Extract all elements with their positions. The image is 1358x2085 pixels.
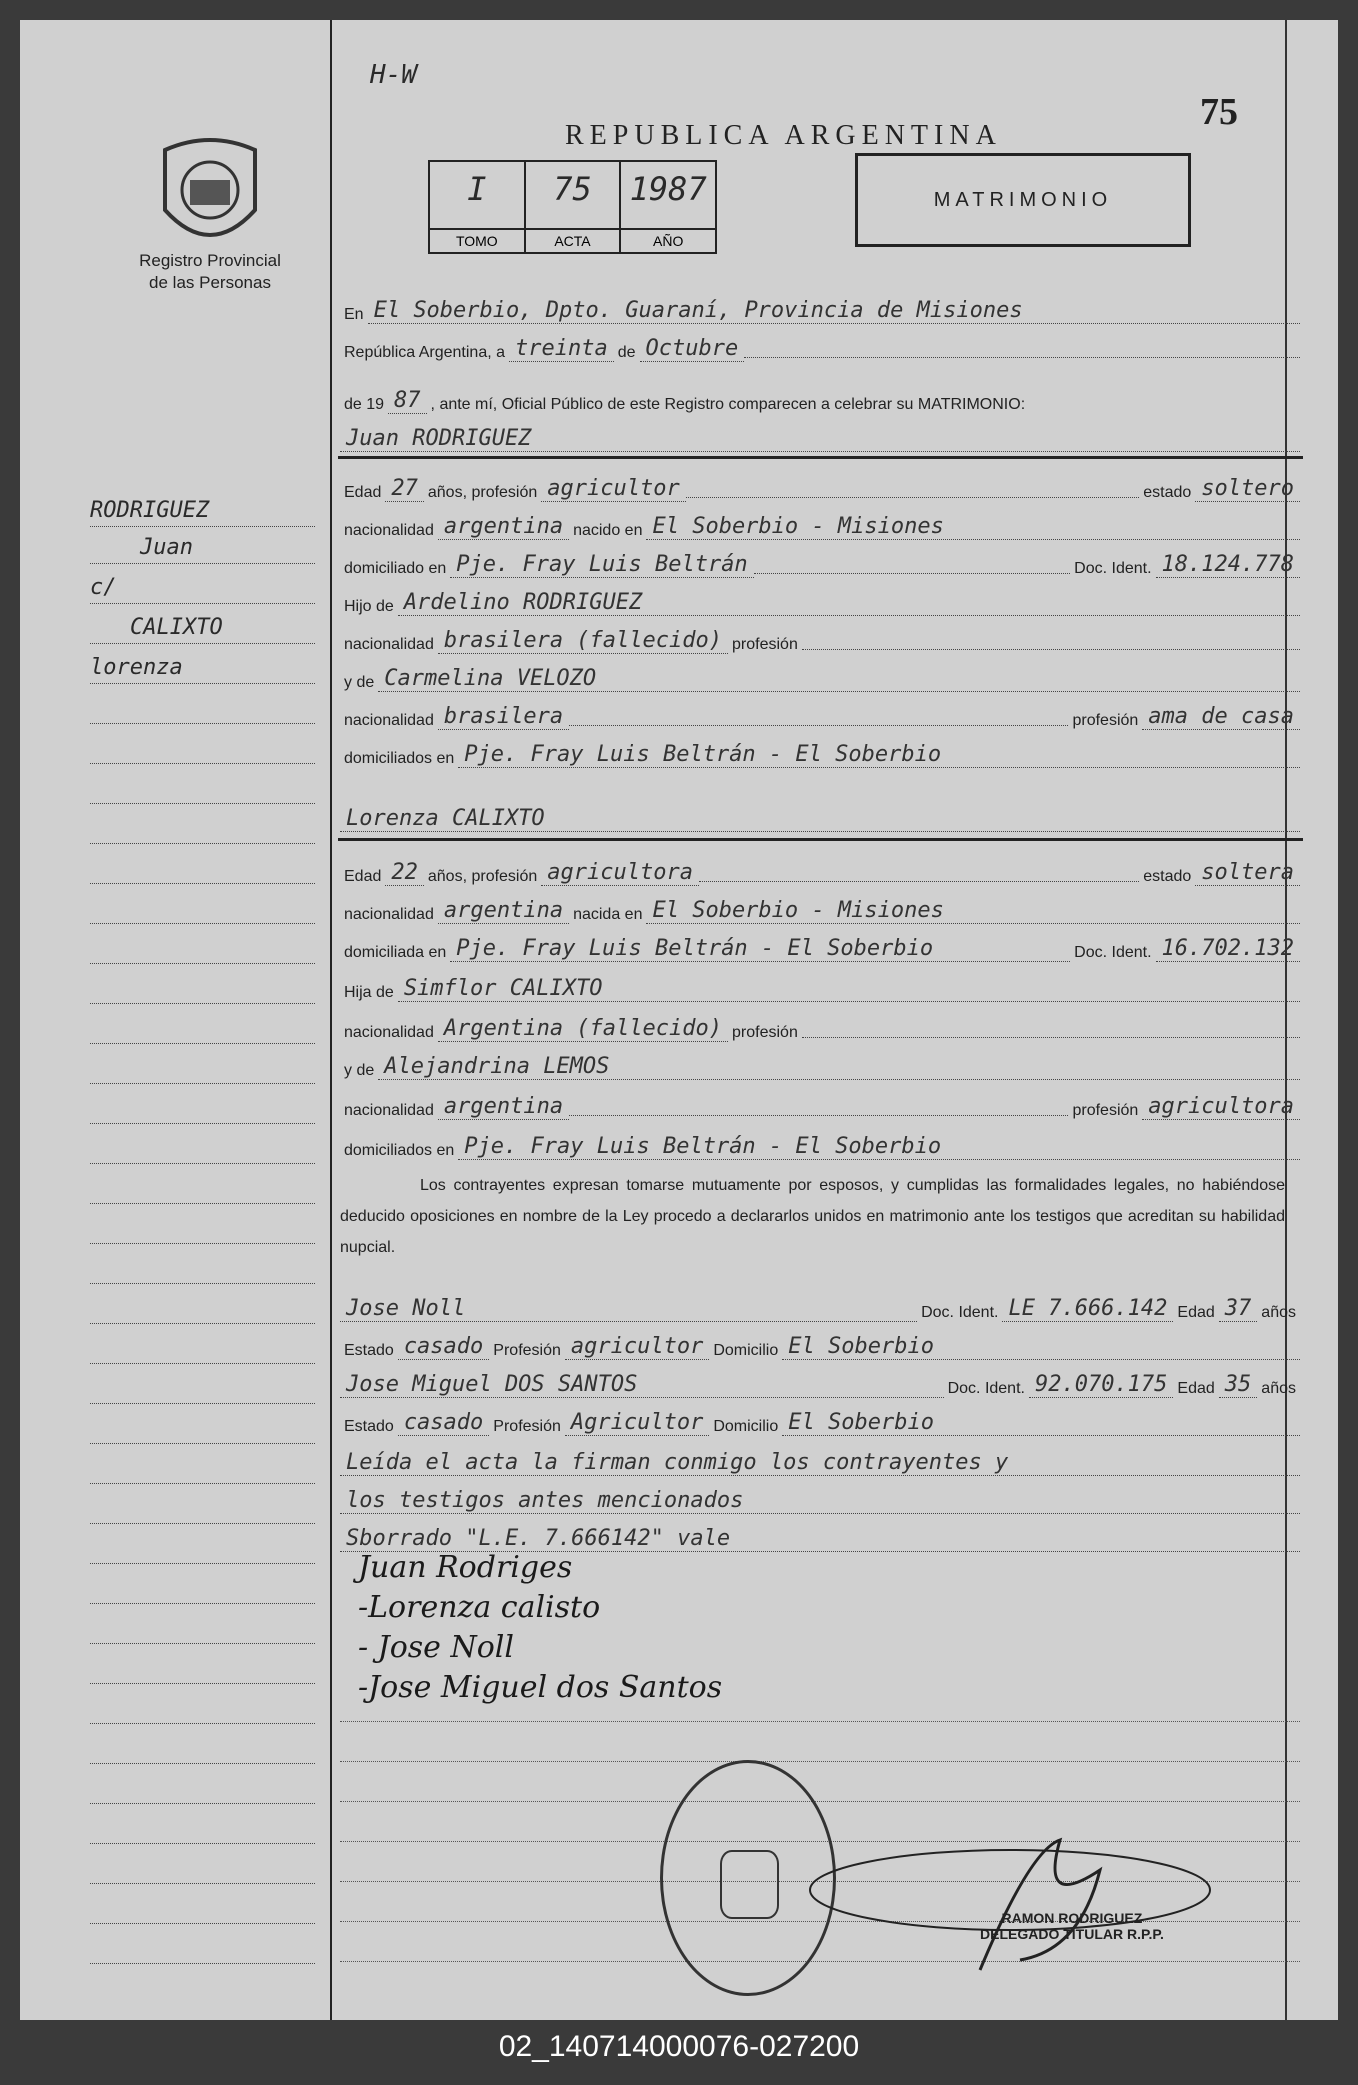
margin-note-1: RODRIGUEZ (90, 498, 315, 527)
margin-blank-line (90, 1615, 315, 1644)
blank-line (340, 1760, 1300, 1762)
signature-1: Juan Rodriges (358, 1550, 573, 1585)
groom-age-row: Edad 27 años, profesión agricultor estado soltero (340, 466, 1300, 502)
closing-line-3: Sborrado "L.E. 7.666142" vale (340, 1516, 1300, 1552)
margin-blank-line (90, 1335, 315, 1364)
witness2-name: Jose Miguel DOS SANTOS (340, 1372, 944, 1398)
bride-mother-nat-row: nacionalidad argentina profesión agricultora (340, 1084, 1300, 1120)
closing-line-1: Leída el acta la firman conmigo los contrayentes y (340, 1440, 1300, 1476)
witness2-age: 35 (1219, 1372, 1258, 1398)
groom-mother: Carmelina VELOZO (378, 666, 1300, 692)
margin-blank-line (90, 1575, 315, 1604)
blank-line (340, 1720, 1300, 1722)
bride-mother-nationality: argentina (438, 1094, 569, 1120)
bride-name-row (340, 796, 1300, 832)
groom-parents-domicile-row: domiciliados en Pje. Fray Luis Beltrán - El Soberbio (340, 732, 1300, 768)
witness2-detail-row: Estado casado Profesión Agricultor Domicilio El Soberbio (340, 1400, 1300, 1436)
witness1-domicile: El Soberbio (782, 1334, 1300, 1360)
groom-name: Juan RODRIGUEZ (340, 426, 1300, 452)
bride-father-nat-row: nacionalidad Argentina (fallecido) profesión (340, 1006, 1300, 1042)
groom-mother-profession: ama de casa (1142, 704, 1300, 730)
margin-blank-line (90, 1775, 315, 1804)
document-type-box: MATRIMONIO (855, 153, 1191, 247)
witness2-row: Jose Miguel DOS SANTOS Doc. Ident. 92.070.175 Edad 35 años (340, 1362, 1300, 1398)
margin-blank-line (90, 1895, 315, 1924)
margin-blank-line (90, 1055, 315, 1084)
margin-blank-line (90, 895, 315, 924)
witness1-detail-row: Estado casado Profesión agricultor Domicilio El Soberbio (340, 1324, 1300, 1360)
margin-note-5: lorenza (90, 655, 315, 684)
declaration-paragraph: Los contrayentes expresan tomarse mutuamente por esposos, y cumplidas las formalidades legales, no habiéndose deducido oposiciones en nombre de la Ley procedo a declararlos unidos en matrimonio ante los testigos que acreditan su habilidad nupcial. (340, 1177, 1285, 1256)
document-page (20, 20, 1338, 2020)
signature-3: - Jose Noll (358, 1630, 514, 1665)
witness2-status: casado (398, 1410, 489, 1436)
bride-doc: 16.702.132 (1156, 936, 1300, 962)
official-name: RAMON RODRIGUEZ (1001, 1910, 1143, 1926)
ano-label: AÑO (621, 228, 715, 252)
witness1-profession: agricultor (565, 1334, 709, 1360)
year-field: 87 (388, 388, 427, 414)
official-title: DELEGADO TITULAR R.P.P. (980, 1926, 1164, 1942)
image-caption: 02_140714000076-027200 (498, 2030, 860, 2063)
bride-parents-domicile-row: domiciliados en Pje. Fray Luis Beltrán - El Soberbio (340, 1124, 1300, 1160)
witness2-profession: Agricultor (565, 1410, 709, 1436)
margin-blank-line (90, 1095, 315, 1124)
groom-name-row (340, 416, 1300, 452)
groom-domicile-row: domiciliado en Pje. Fray Luis Beltrán Doc. Ident. 18.124.778 (340, 542, 1300, 578)
margin-blank-line (90, 1295, 315, 1324)
witness1-age: 37 (1219, 1296, 1258, 1322)
margin-note-3: c/ (90, 575, 315, 604)
groom-nationality-row: nacionalidad argentina nacido en El Soberbio - Misiones (340, 504, 1300, 540)
month-field: Octubre (640, 336, 745, 362)
margin-blank-line (90, 1375, 315, 1404)
groom-domicile: Pje. Fray Luis Beltrán (450, 552, 753, 578)
official-stamp-text (980, 1910, 1164, 1942)
groom-father-nationality: brasilera (fallecido) (438, 628, 728, 654)
day-field: treinta (509, 336, 614, 362)
bride-status: soltera (1195, 860, 1300, 886)
acta-cell (526, 162, 622, 252)
registry-label (95, 250, 325, 294)
bride-mother-row: y de Alejandrina LEMOS (340, 1044, 1300, 1080)
signature-4: -Jose Miguel dos Santos (358, 1670, 723, 1705)
margin-divider (330, 20, 332, 2020)
registry-label-line1: Registro Provincial (139, 251, 281, 270)
bride-age: 22 (385, 860, 424, 886)
margin-blank-line (90, 1135, 315, 1164)
margin-column (20, 20, 330, 2020)
page-title: REPUBLICA ARGENTINA (565, 120, 1002, 151)
witness1-row: Jose Noll Doc. Ident. LE 7.666.142 Edad 37 años (340, 1286, 1300, 1322)
groom-status: soltero (1195, 476, 1300, 502)
margin-blank-line (90, 1175, 315, 1204)
tomo-label: TOMO (430, 228, 524, 252)
groom-father-nat-row: nacionalidad brasilera (fallecido) profesión (340, 618, 1300, 654)
stamp-emblem-icon (720, 1850, 779, 1919)
place-field: El Soberbio, Dpto. Guaraní, Provincia de Misiones (368, 298, 1300, 324)
margin-note-2: Juan (90, 535, 315, 564)
section-separator (338, 838, 1303, 841)
provincial-seal-icon (155, 130, 265, 260)
margin-blank-line (90, 695, 315, 724)
margin-blank-line (90, 855, 315, 884)
closing-line-2: los testigos antes mencionados (340, 1478, 1300, 1514)
section-separator (338, 456, 1303, 459)
tomo-value: I (467, 170, 487, 208)
witness1-doc: LE 7.666.142 (1002, 1296, 1173, 1322)
bride-mother-profession: agricultora (1142, 1094, 1300, 1120)
margin-blank-line (90, 775, 315, 804)
year-row: de 19 87 , ante mí, Oficial Público de este Registro comparecen a celebrar su MATRIMONIO: (344, 388, 1026, 413)
bride-mother: Alejandrina LEMOS (378, 1054, 1300, 1080)
page-number: 75 (1200, 91, 1238, 133)
bride-profession: agricultora (541, 860, 699, 886)
witness1-status: casado (398, 1334, 489, 1360)
margin-blank-line (90, 735, 315, 764)
record-reference-box (428, 160, 717, 254)
groom-parents-domicile: Pje. Fray Luis Beltrán - El Soberbio (458, 742, 1300, 768)
bride-father-row: Hija de Simflor CALIXTO (340, 966, 1300, 1002)
groom-mother-row: y de Carmelina VELOZO (340, 656, 1300, 692)
acta-label: ACTA (526, 228, 620, 252)
bride-nationality: argentina (438, 898, 569, 924)
bride-domicile-row: domiciliada en Pje. Fray Luis Beltrán - El Soberbio Doc. Ident. 16.702.132 (340, 926, 1300, 962)
groom-profession: agricultor (541, 476, 685, 502)
witness2-doc: 92.070.175 (1029, 1372, 1173, 1398)
header-handwritten-mark: H-W (370, 60, 417, 90)
place-row: En El Soberbio, Dpto. Guaraní, Provincia de Misiones (340, 288, 1300, 324)
witness1-name: Jose Noll (340, 1296, 917, 1322)
margin-blank-line (90, 1215, 315, 1244)
ano-cell (621, 162, 715, 252)
bride-father-nationality: Argentina (fallecido) (438, 1016, 728, 1042)
margin-blank-line (90, 815, 315, 844)
margin-blank-line (90, 1935, 315, 1964)
margin-blank-line (90, 1815, 315, 1844)
groom-mother-nationality: brasilera (438, 704, 569, 730)
margin-blank-line (90, 1855, 315, 1884)
registry-label-line2: de las Personas (149, 273, 271, 292)
margin-blank-line (90, 1735, 315, 1764)
groom-age: 27 (385, 476, 424, 502)
margin-blank-line (90, 935, 315, 964)
margin-blank-line (90, 1535, 315, 1564)
margin-blank-line (90, 1655, 315, 1684)
groom-mother-nat-row: nacionalidad brasilera profesión ama de casa (340, 694, 1300, 730)
bride-name: Lorenza CALIXTO (340, 806, 1300, 832)
groom-birthplace: El Soberbio - Misiones (646, 514, 1300, 540)
margin-blank-line (90, 975, 315, 1004)
bride-father: Simflor CALIXTO (398, 976, 1300, 1002)
margin-blank-line (90, 1255, 315, 1284)
official-signature-icon (800, 1810, 1220, 1990)
bride-nationality-row: nacionalidad argentina nacida en El Soberbio - Misiones (340, 888, 1300, 924)
date-row: República Argentina, a treinta de Octubre (340, 326, 1300, 362)
tomo-cell (430, 162, 526, 252)
margin-blank-line (90, 1015, 315, 1044)
margin-note-4: CALIXTO (90, 615, 315, 644)
margin-blank-line (90, 1455, 315, 1484)
margin-blank-line (90, 1695, 315, 1724)
acta-value: 75 (553, 170, 592, 208)
groom-father: Ardelino RODRIGUEZ (398, 590, 1300, 616)
groom-father-row: Hijo de Ardelino RODRIGUEZ (340, 580, 1300, 616)
groom-nationality: argentina (438, 514, 569, 540)
bride-parents-domicile: Pje. Fray Luis Beltrán - El Soberbio (458, 1134, 1300, 1160)
bride-domicile: Pje. Fray Luis Beltrán - El Soberbio (450, 936, 1070, 962)
ano-value: 1987 (629, 170, 707, 208)
witness2-domicile: El Soberbio (782, 1410, 1300, 1436)
groom-doc: 18.124.778 (1156, 552, 1300, 578)
bride-age-row: Edad 22 años, profesión agricultora estado soltera (340, 850, 1300, 886)
bride-birthplace: El Soberbio - Misiones (646, 898, 1300, 924)
margin-blank-line (90, 1415, 315, 1444)
signature-2: -Lorenza calisto (358, 1590, 601, 1625)
margin-blank-line (90, 1495, 315, 1524)
blank-line (340, 1800, 1300, 1802)
